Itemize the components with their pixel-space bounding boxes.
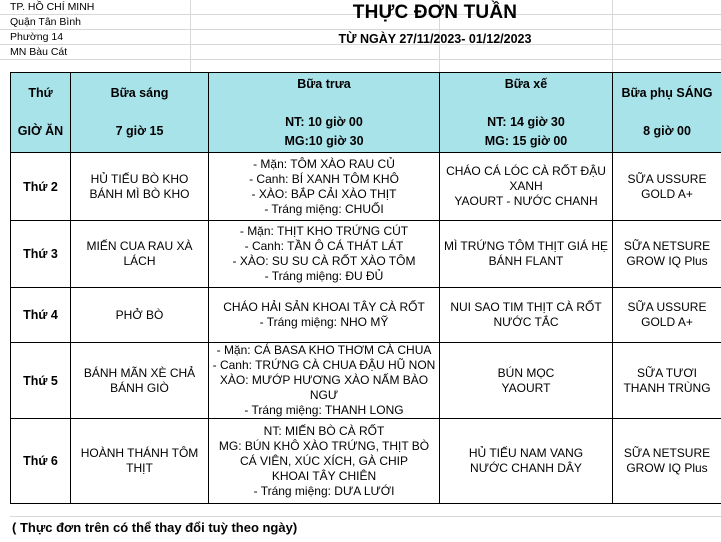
city-label: TP. HỒ CHÍ MINH (10, 1, 95, 13)
table-row (11, 343, 721, 419)
school-label: MN Bàu Cát (10, 46, 68, 58)
table-row (11, 419, 721, 504)
afternoon-cell: HỦ TIẾU NAM VANG NƯỚC CHANH DÂY (440, 419, 613, 504)
table-row (11, 288, 721, 343)
day-cell: Thứ 4 (11, 288, 71, 343)
header-breakfast: Bữa sáng 7 giờ 15 (71, 73, 209, 153)
header-row (11, 73, 721, 153)
day-cell: Thứ 5 (11, 343, 71, 419)
breakfast-cell: BÁNH MÃN XÈ CHẢ BÁNH GIÒ (71, 343, 209, 419)
spacer-row (10, 502, 721, 517)
lunch-cell: NT: MIẾN BÒ CÀ RỐT MG: BÚN KHÔ XÀO TRỨNG, THỊT BÒ CÁ VIÊN, XÚC XÍCH, GÀ CHIP KHOAI TÂY CHIÊN - Tráng miệng: DƯA LƯỚI (209, 419, 440, 504)
header-snack: Bữa phụ SÁNG 8 giờ 00 (613, 73, 721, 153)
afternoon-cell: CHÁO CÁ LÓC CÀ RỐT ĐẬU XANH YAOURT - NƯỚC CHANH (440, 153, 613, 221)
snack-cell: SỮA NETSURE GROW IQ Plus (613, 419, 721, 504)
afternoon-cell: BÚN MỌC YAOURT (440, 343, 613, 419)
lunch-cell: CHÁO HẢI SẢN KHOAI TÂY CÀ RỐT - Tráng miệng: NHO MỸ (209, 288, 440, 343)
snack-cell: SỮA USSURE GOLD A+ (613, 153, 721, 221)
table-row (11, 153, 721, 221)
breakfast-cell: HOÀNH THÁNH TÔM THỊT (71, 419, 209, 504)
breakfast-cell: MIẾN CUA RAU XÀ LÁCH (71, 221, 209, 288)
breakfast-cell: HỦ TIẾU BÒ KHO BÁNH MÌ BÒ KHO (71, 153, 209, 221)
ward-label: Phường 14 (10, 31, 64, 43)
weekly-menu-table (10, 72, 721, 504)
lunch-cell: - Mặn: CÁ BASA KHO THƠM CÀ CHUA - Canh: TRỨNG CÀ CHUA ĐẬU HŨ NON XÀO: MƯỚP HƯƠNG XÀO NẤM BÀO NGƯ - Tráng miệng: THANH LONG (209, 343, 440, 419)
date-range: TỪ NGÀY 27/11/2023- 01/12/2023 (338, 32, 532, 46)
day-cell: Thứ 3 (11, 221, 71, 288)
header-day: Thứ GIỜ ĂN (11, 73, 71, 153)
table-row (11, 221, 721, 288)
footnote: ( Thực đơn trên có thể thay đổi tuỳ theo ngày) (12, 520, 298, 535)
afternoon-cell: MÌ TRỨNG TÔM THỊT GIÁ HẸ BÁNH FLANT (440, 221, 613, 288)
breakfast-cell: PHỞ BÒ (71, 288, 209, 343)
snack-cell: SỮA USSURE GOLD A+ (613, 288, 721, 343)
page-title: THỰC ĐƠN TUẦN (352, 2, 518, 23)
header-lunch: Bữa trưa NT: 10 giờ 00 MG:10 giờ 30 (209, 73, 440, 153)
day-cell: Thứ 2 (11, 153, 71, 221)
afternoon-cell: NUI SAO TIM THỊT CÀ RỐT NƯỚC TẮC (440, 288, 613, 343)
lunch-cell: - Mặn: THỊT KHO TRỨNG CÚT - Canh: TẦN Ô CÁ THÁT LÁT - XÀO: SU SU CÀ RỐT XÀO TÔM - Tráng miệng: ĐU ĐỦ (209, 221, 440, 288)
snack-cell: SỮA TƯƠI THANH TRÙNG (613, 343, 721, 419)
district-label: Quận Tân Bình (10, 16, 82, 28)
day-cell: Thứ 6 (11, 419, 71, 504)
lunch-cell: - Mặn: TÔM XÀO RAU CỦ - Canh: BÍ XANH TÔM KHÔ - XÀO: BẮP CẢI XÀO THỊT - Tráng miệng: CHUỐI (209, 153, 440, 221)
snack-cell: SỮA NETSURE GROW IQ Plus (613, 221, 721, 288)
header-afternoon: Bữa xế NT: 14 giờ 30 MG: 15 giờ 00 (440, 73, 613, 153)
